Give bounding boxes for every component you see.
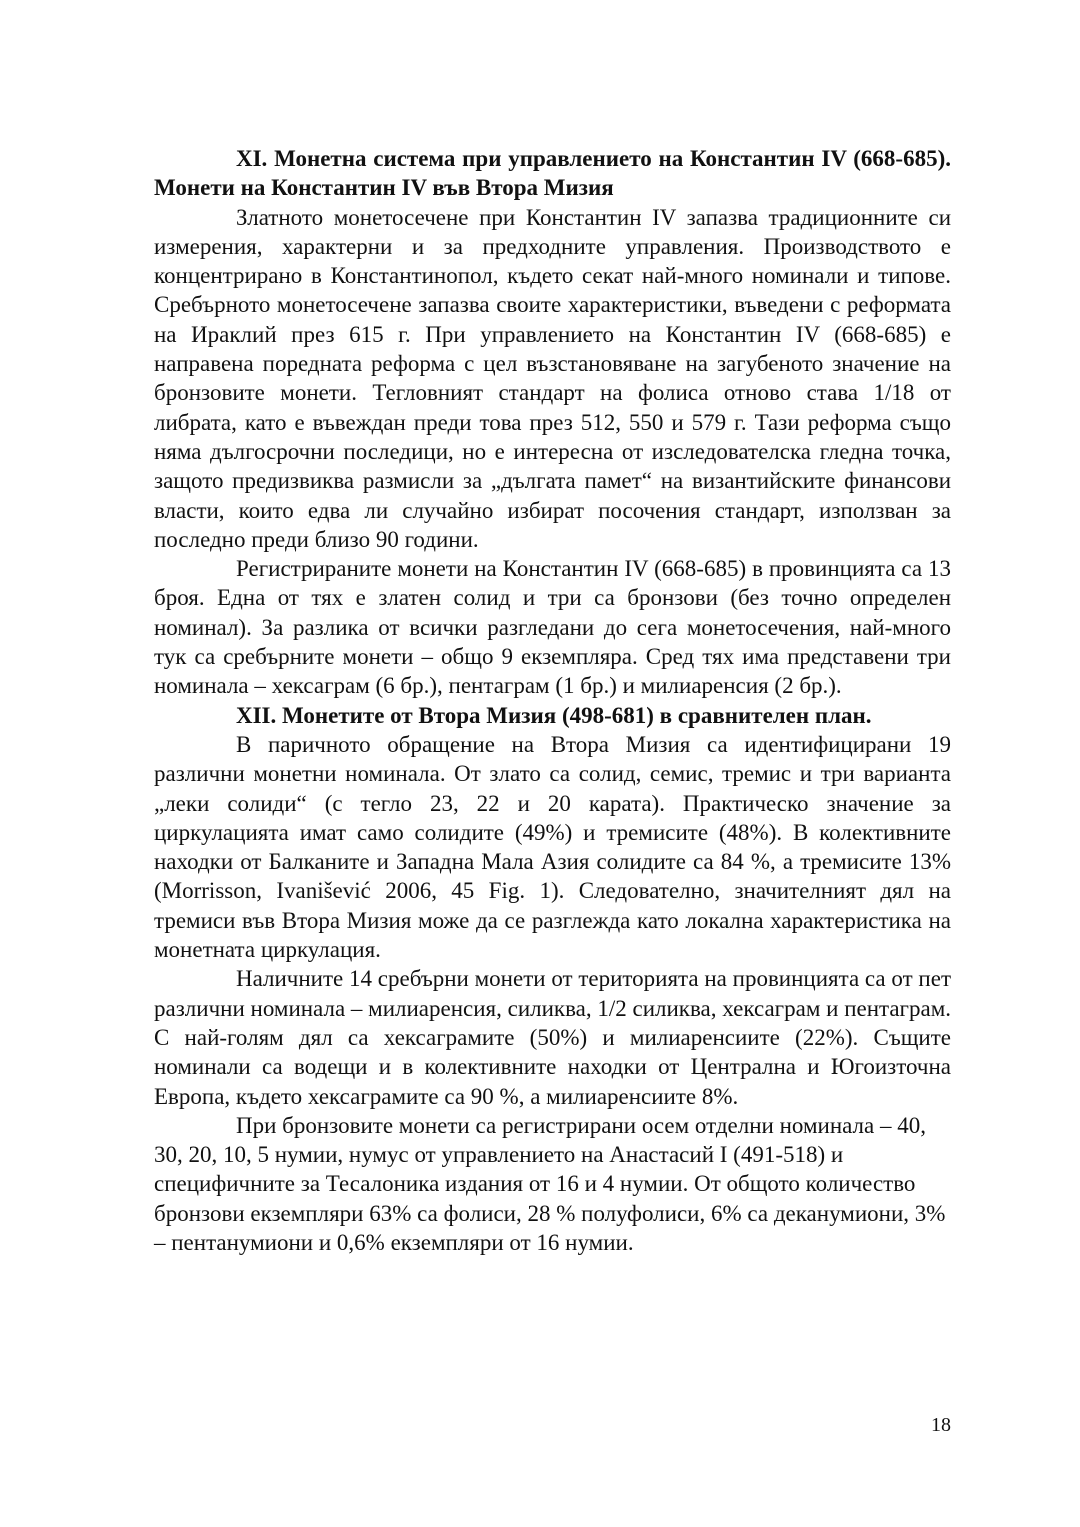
- page-number: 18: [931, 1414, 951, 1436]
- section-11-paragraph-1: Златното монетосечене при Константин IV запазва традиционните си измерения, характерни и за предходните управления. Производството е концентрирано в Константинопол, където секат най-много номинали и типове. Сребърното монетосечене запазва своите характеристики, въведени с реформата на Ираклий през 615 г. При управлението на Константин IV (668-685) е направена поредната реформа с цел възстановяване на загубеното значение на бронзовите монети. Тегловният стандарт на фолиса отново става 1/18 от либрата, като е въвеждан преди това през 512, 550 и 579 г. Тази реформа също няма дългосрочни последици, но е интересна от изследователска гледна точка, защото предизвиква размисли за „дългата памет“ на византийските финансови власти, които едва ли случайно избират посочения стандарт, използван за последно преди близо 90 години.: [154, 204, 951, 552]
- section-12-heading: XII. Монетите от Втора Мизия (498-681) в сравнителен план.: [236, 702, 872, 728]
- section-12-paragraph-3: При бронзовите монети са регистрирани осем отделни номинала – 40, 30, 20, 10, 5 нумии, нумус от управлението на Анастасий I (491-518) и специфичните за Тесалоника издания от 16 и 4 нумии. От общото количество бронзови екземпляри 63% са фолиси, 28 % полуфолиси, 6% са деканумиони, 3% – пентанумиони и 0,6% екземпляри от 16 нумии.: [154, 1112, 946, 1255]
- document-body: [154, 144, 951, 1257]
- section-12-paragraph-1: В паричното обращение на Втора Мизия са идентифицирани 19 различни монетни номинала. От злато са солид, семис, тремис и три варианта „леки солиди“ (с тегло 23, 22 и 20 карата). Практическо значение за циркулацията имат само солидите (49%) и тремисите (48%). В колективните находки от Балканите и Западна Мала Азия солидите са 84 %, а тремисите 13% (Morrisson, Ivanišević 2006, 45 Fig. 1). Следователно, значителният дял на тремиси във Втора Мизия може да се разглежда като локална характеристика на монетната циркулация.: [154, 731, 951, 963]
- section-12-paragraph-2: Наличните 14 сребърни монети от територията на провинцията са от пет различни номинала – милиаренсия, силиква, 1/2 силиква, хексаграм и пентаграм. С най-голям дял са хексаграмите (50%) и милиаренсиите (22%). Същите номинали са водещи и в колективните находки от Централна и Югоизточна Европа, където хексаграмите са 90 %, а милиаренсиите 8%.: [154, 966, 952, 1109]
- section-11-heading: XI. Монетна система при управлението на Константин IV (668-685). Монети на Константин IV във Втора Мизия: [154, 146, 951, 201]
- section-11-paragraph-2: Регистрираните монети на Константин IV (668-685) в провинцията са 13 броя. Една от тях е златен солид и три са бронзови (без точно определен номинал). За разлика от всички разгледани до сега монетосечения, най-много тук са сребърните монети – общо 9 екземпляра. Сред тях има представени три номинала – хексаграм (6 бр.), пентаграм (1 бр.) и милиаренсия (2 бр.).: [154, 556, 951, 699]
